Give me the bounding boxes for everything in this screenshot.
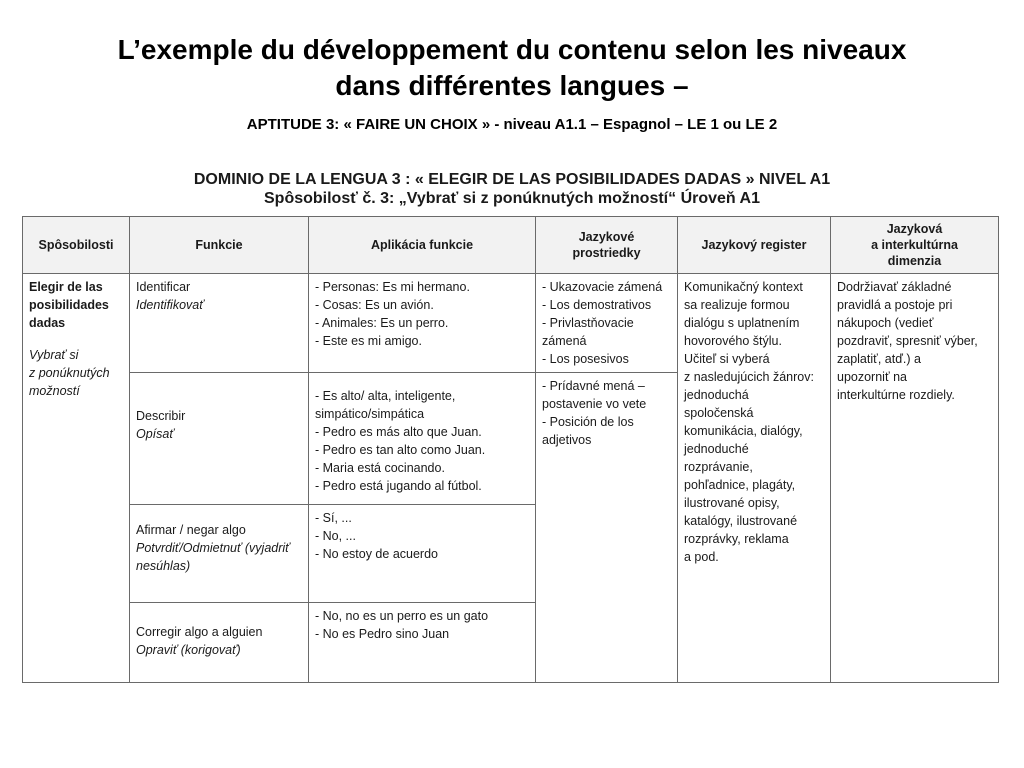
register-line: jednoduché (684, 442, 749, 456)
register-line: rozprávanie, (684, 460, 753, 474)
language-means-line: adjetivos (542, 433, 592, 447)
skill-name-es-line: posibilidades (29, 298, 109, 312)
register-line: hovorového štýlu. (684, 334, 782, 348)
header-dimension-line: Jazyková (886, 222, 943, 236)
application-line: - Personas: Es mi hermano. (315, 280, 470, 294)
register-line: rozprávky, reklama (684, 532, 789, 546)
language-means-line: - Los demostrativos (542, 298, 652, 312)
document-title-es: DOMINIO DE LA LENGUA 3 : « ELEGIR DE LAS POSIBILIDADES DADAS » NIVEL A1 (193, 171, 831, 188)
function-cell (130, 373, 309, 505)
skill-name-es-line: Elegir de las (29, 280, 103, 294)
dimension-line: pravidlá a postoje pri (837, 298, 953, 312)
header-skill: Spôsobilosti (23, 217, 130, 274)
skill-name-sk-line: možností (29, 384, 80, 398)
function-es: Identificar (136, 280, 191, 294)
application-line: - Pedro es más alto que Juan. (315, 425, 482, 439)
slide-title-line-2: dans différentes langues – (335, 70, 689, 101)
header-language-means-line: prostriedky (572, 246, 641, 260)
header-dimension-line: dimenzia (887, 254, 942, 268)
function-es: Corregir algo a alguien (136, 625, 263, 639)
register-line: komunikácia, dialógy, (684, 424, 803, 438)
register-line: Učiteľ si vyberá (684, 352, 770, 366)
function-es: Afirmar / negar algo (136, 523, 246, 537)
function-cell (130, 274, 309, 373)
register-line: katalógy, ilustrované (684, 514, 798, 528)
application-line: - Maria está cocinando. (315, 461, 445, 475)
application-line: - Sí, ... (315, 511, 352, 525)
language-means-line: - Los posesivos (542, 352, 629, 366)
application-line: - Pedro está jugando al fútbol. (315, 479, 482, 493)
function-es: Describir (136, 409, 186, 423)
function-sk: Opraviť (korigovať) (136, 643, 241, 657)
skill-name-es (29, 278, 123, 332)
header-dimension-line: a interkultúrna (871, 238, 958, 252)
table-row (23, 274, 999, 373)
register-line: a pod. (684, 550, 719, 564)
application-line: - Cosas: Es un avión. (315, 298, 434, 312)
skill-cell (23, 274, 130, 683)
register-line: Komunikačný kontext (684, 280, 803, 294)
register-cell (678, 274, 831, 683)
skill-name-sk-line: z ponúknutých (29, 366, 110, 380)
skill-name-sk-line: Vybrať si (29, 348, 79, 362)
language-means-line: - Ukazovacie zámená (542, 280, 663, 294)
function-sk: Potvrdiť/Odmietnuť (vyjadriť nesúhlas) (136, 541, 290, 573)
application-line: - No, ... (315, 529, 356, 543)
dimension-line: interkultúrne rozdiely. (837, 388, 955, 402)
dimension-line: pozdraviť, spresniť výber, (837, 334, 978, 348)
table-header-row (23, 217, 999, 274)
application-line: - Este es mi amigo. (315, 334, 422, 348)
header-register: Jazykový register (678, 217, 831, 274)
skill-name-es-line: dadas (29, 316, 66, 330)
register-line: dialógu s uplatnením (684, 316, 800, 330)
slide-subtitle: APTITUDE 3: « FAIRE UN CHOIX » - niveau A1.1 – Espagnol – LE 1 ou LE 2 (246, 116, 778, 133)
register-line: pohľadnice, plagáty, (684, 478, 796, 492)
application-line: simpático/simpática (315, 407, 425, 421)
slide-title-line-1: L’exemple du développement du contenu selon les niveaux (117, 34, 907, 65)
dimension-line: upozorniť na (837, 370, 908, 384)
application-line: - Es alto/ alta, inteligente, (315, 389, 456, 403)
application-line: - Pedro es tan alto como Juan. (315, 443, 486, 457)
document-title (0, 170, 1024, 208)
application-line: - No es Pedro sino Juan (315, 627, 450, 641)
dimension-line: Dodržiavať základné (837, 280, 952, 294)
header-application: Aplikácia funkcie (309, 217, 536, 274)
language-means-line: - Posición de los (542, 415, 634, 429)
function-cell (130, 505, 309, 603)
slide-title (0, 32, 1024, 104)
function-sk: Opísať (136, 427, 174, 441)
application-cell (309, 274, 536, 373)
application-cell (309, 505, 536, 603)
header-language-means-line: Jazykové (578, 230, 635, 244)
language-means-line: zámená (542, 334, 587, 348)
dimension-line: zaplatiť, atď.) a (837, 352, 921, 366)
application-cell (309, 603, 536, 683)
header-language-means (536, 217, 678, 274)
document-title-sk: Spôsobilosť č. 3: „Vybrať si z ponúknutých možností“ Úroveň A1 (264, 190, 760, 207)
skills-table (22, 216, 999, 683)
language-means-line: postavenie vo vete (542, 397, 647, 411)
language-means-line: - Prídavné mená – (542, 379, 645, 393)
header-function: Funkcie (130, 217, 309, 274)
skill-name-sk (29, 346, 123, 400)
register-line: spoločenská (684, 406, 754, 420)
application-line: - No, no es un perro es un gato (315, 609, 489, 623)
language-means-cell (536, 274, 678, 373)
register-line: ilustrované opisy, (684, 496, 780, 510)
function-sk: Identifikovať (136, 298, 204, 312)
application-line: - No estoy de acuerdo (315, 547, 438, 561)
register-line: sa realizuje formou (684, 298, 790, 312)
register-line: jednoduchá (684, 388, 749, 402)
language-means-cell (536, 373, 678, 683)
language-means-line: - Privlastňovacie (542, 316, 634, 330)
function-cell (130, 603, 309, 683)
register-line: z nasledujúcich žánrov: (684, 370, 814, 384)
dimension-cell (831, 274, 999, 683)
application-cell (309, 373, 536, 505)
dimension-line: nákupoch (vedieť (837, 316, 934, 330)
application-line: - Animales: Es un perro. (315, 316, 449, 330)
header-dimension (831, 217, 999, 274)
